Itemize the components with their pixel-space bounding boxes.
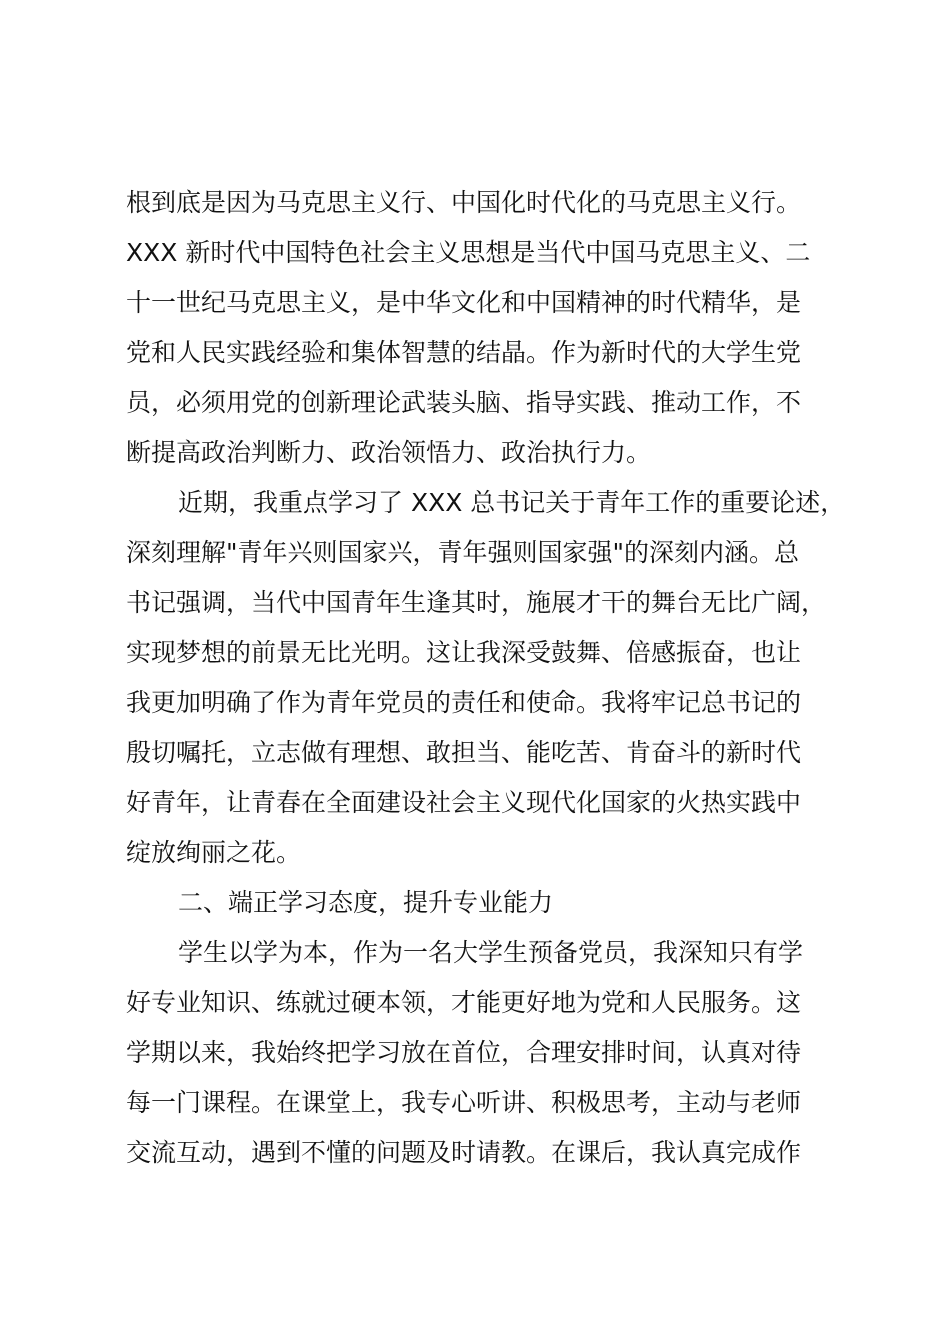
text-line: 实现梦想的前景无比光明。这让我深受鼓舞、倍感振奋，也让 bbox=[126, 638, 802, 667]
text-line: 断提高政治判断力、政治领悟力、政治执行力。 bbox=[126, 438, 652, 467]
text-line: 交流互动，遇到不懂的问题及时请教。在课后，我认真完成作 bbox=[126, 1138, 802, 1167]
text-line: 好青年，让青春在全面建设社会主义现代化国家的火热实践中 bbox=[126, 788, 802, 817]
text-line: 好专业知识、练就过硬本领，才能更好地为党和人民服务。这 bbox=[126, 988, 802, 1017]
text-line: 殷切嘱托，立志做有理想、敢担当、能吃苦、肯奋斗的新时代 bbox=[126, 738, 802, 767]
section-heading: 二、端正学习态度，提升专业能力 bbox=[178, 888, 554, 917]
text-line: 根到底是因为马克思主义行、中国化时代化的马克思主义行。 bbox=[126, 188, 802, 217]
text-line: 十一世纪马克思主义，是中华文化和中国精神的时代精华，是 bbox=[126, 288, 802, 317]
document-body bbox=[126, 178, 856, 1178]
paragraph-start-line: 学生以学为本，作为一名大学生预备党员，我深知只有学 bbox=[178, 938, 804, 967]
text-line: 员，必须用党的创新理论武装头脑、指导实践、推动工作，不 bbox=[126, 388, 802, 417]
text-line: 每一门课程。在课堂上，我专心听讲、积极思考，主动与老师 bbox=[126, 1088, 802, 1117]
text-line: 党和人民实践经验和集体智慧的结晶。作为新时代的大学生党 bbox=[126, 338, 802, 367]
text-line: 书记强调，当代中国青年生逢其时，施展才干的舞台无比广阔， bbox=[126, 588, 827, 617]
paragraph-start-line: 近期，我重点学习了 XXX 总书记关于青年工作的重要论述， bbox=[178, 488, 846, 517]
text-line: 我更加明确了作为青年党员的责任和使命。我将牢记总书记的 bbox=[126, 688, 802, 717]
text-line: 学期以来，我始终把学习放在首位，合理安排时间，认真对待 bbox=[126, 1038, 802, 1067]
text-line: XXX 新时代中国特色社会主义思想是当代中国马克思主义、二 bbox=[126, 238, 811, 267]
text-line: 深刻理解"青年兴则国家兴，青年强则国家强"的深刻内涵。总 bbox=[126, 538, 800, 567]
text-line: 绽放绚丽之花。 bbox=[126, 838, 302, 867]
